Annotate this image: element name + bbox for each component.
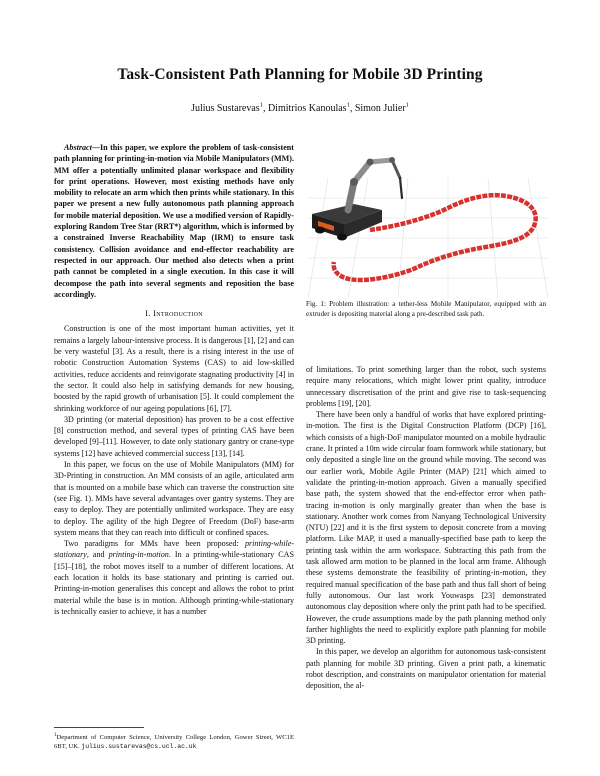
- author-email[interactable]: julius.sustarevas@cs.ucl.ac.uk: [81, 742, 197, 750]
- right-column: [306, 364, 546, 692]
- body-paragraph: of limitations. To print something larger than the robot, such systems require many relocations, which might lower print quality, introduce unnecessary discretisation of the print and give rise to task-sequencing problems [19], [20].: [306, 365, 546, 408]
- left-column: [54, 142, 294, 617]
- author: Dimitrios Kanoulas$^1$,: [267, 102, 355, 115]
- intro-paragraph: Two paradigms for MMs have been proposed: printing-while-stationary, and printing-in-motion. In a printing-while-stationary CAS [15]–[18], the robot moves itself to a number of different locations. At each location it holds its base stationary and printing is carried out. Printing-in-motion generalises this concept and allows the robot to print material while the base is in motion. Although printing-while-stationary is technically easier to achieve, it has a number: [54, 539, 294, 616]
- robot-arm: [348, 157, 402, 210]
- author: Julius Sustarevas$^1$,: [191, 102, 268, 115]
- footnote-rule: [54, 727, 144, 728]
- figure-caption: Fig. 1: Problem illustration: a tether-less Mobile Manipulator, equipped with an extruder is depositing material along a pre-described task path.: [306, 300, 546, 318]
- abstract: [54, 142, 294, 300]
- figure-mobile-manipulator: [308, 138, 548, 298]
- section-heading-introduction: I. Introduction: [145, 308, 203, 319]
- abstract-text: —In this paper, we explore the problem of task-consistent path planning for printing-in-motion via Mobile Manipulators (MM). MM offer a potentially unlimited planar workspace and flexibility for print operations. However, most existing methods have only mobility to relocate an arm which then prints while stationary. In this paper we present a new fully autonomous path planning approach for mobile material deposition. We use a modified version of Rapidly-exploring Random Tree Star (RRT*) algorithm, which is informed by a constrained Inverse Reachability Map (IRM) to ensure task consistency. Collision avoidance and end-effector reachability are respected in our approach. Our method also detects when a print path cannot be completed in a single execution. In this case it will decompose the path into several segments and reposition the base accordingly.: [54, 143, 294, 299]
- body-paragraph: In this paper, we develop an algorithm for autonomous task-consistent path planning for mobile 3D printing. Given a print path, a kinematic robot description, and constraints on manipulator orientation for material deposition, the al-: [306, 647, 546, 691]
- intro-paragraph: 3D printing (or material deposition) has proven to be a cost effective [8] construction method, and several types of printing CAS have been developed [9]–[11]. However, to date only stationary gantry or crane-type systems [12] have achieved commercial success [13], [14].: [54, 414, 294, 458]
- body-paragraph: There have been only a handful of works that have explored printing-in-motion. The first is the Digital Construction Platform (DCP) [16], which consists of a high-DoF manipulator mounted on a mobile hydraulic crane. It printed a 10m wide circular foam formwork while stationary, but only deposited a single line on the ground while moving. The second was our earlier work, Mobile Agile Printer (MAP) [21] which aimed to validate the printing-in-motion approach. Given a manually specified base path, the system showed that the end-effector error when path-tracing in-motion is only marginally greater than when the base is stationary. Another work comes from Nanyang Technological University (NTU) [22] and it is the first system to deposit concrete from a moving platform. Like MAP, it used a manually-specified base path to keep the printing task within the arm workspace. Subtracting this path from the task allowed arm motion to be planned in the local arm frame. Although these systems demonstrate the feasibility of printing-in-motion, they required manual specification of the base path and thus fall short of being fully autonomous. Our last work Youwasps [23] demonstrated autonomous clay deposition where only the print path had to be specified. However, the crude assumptions made by the path planning method only farther highlights the need to explicitly explore path planning for mobile 3D printing.: [306, 410, 546, 646]
- intro-paragraph: Construction is one of the most important human activities, yet it remains a largely labour-intensive process. It is dangerous [1], [2] and can be very wasteful [3]. As a result, there is a rising interest in the use of robotic Construction Automation Systems (CAS) to aid low-skilled activities, reduce accidents and reinvigorate stagnating productivity [4] in the sector. It could also help in satisfying demands for new housing, boosted by the rapid growth of urbanisation [5]. It could complement the shrinking workforce of our ageing populations [6], [7].: [54, 324, 294, 413]
- author: Simon Julier$^1$: [354, 102, 409, 115]
- paper-title: Task-Consistent Path Planning for Mobile 3D Printing: [117, 66, 483, 83]
- affiliation-footnote: $^1$Department of Computer Science, University College London, Gower Street, WC1E 6BT, UK. julius.sustarevas@cs.ucl.ac.uk: [54, 727, 294, 751]
- abstract-label: Abstract: [64, 143, 92, 152]
- author-list: [0, 102, 600, 114]
- intro-paragraph: In this paper, we focus on the use of Mobile Manipulators (MM) for 3D-Printing in construction. An MM consists of an agile, articulated arm that is mounted on a mobile base which can traverse the construction site (see Fig. 1). MMs have several advantages over gantry systems. They are easy to deploy. They are potentially unlimited workspace. They are easy to deploy. The agility of the high Degree of Freedom (DoF) base-arm system means that they can reach into difficult or confined spaces.: [54, 460, 294, 537]
